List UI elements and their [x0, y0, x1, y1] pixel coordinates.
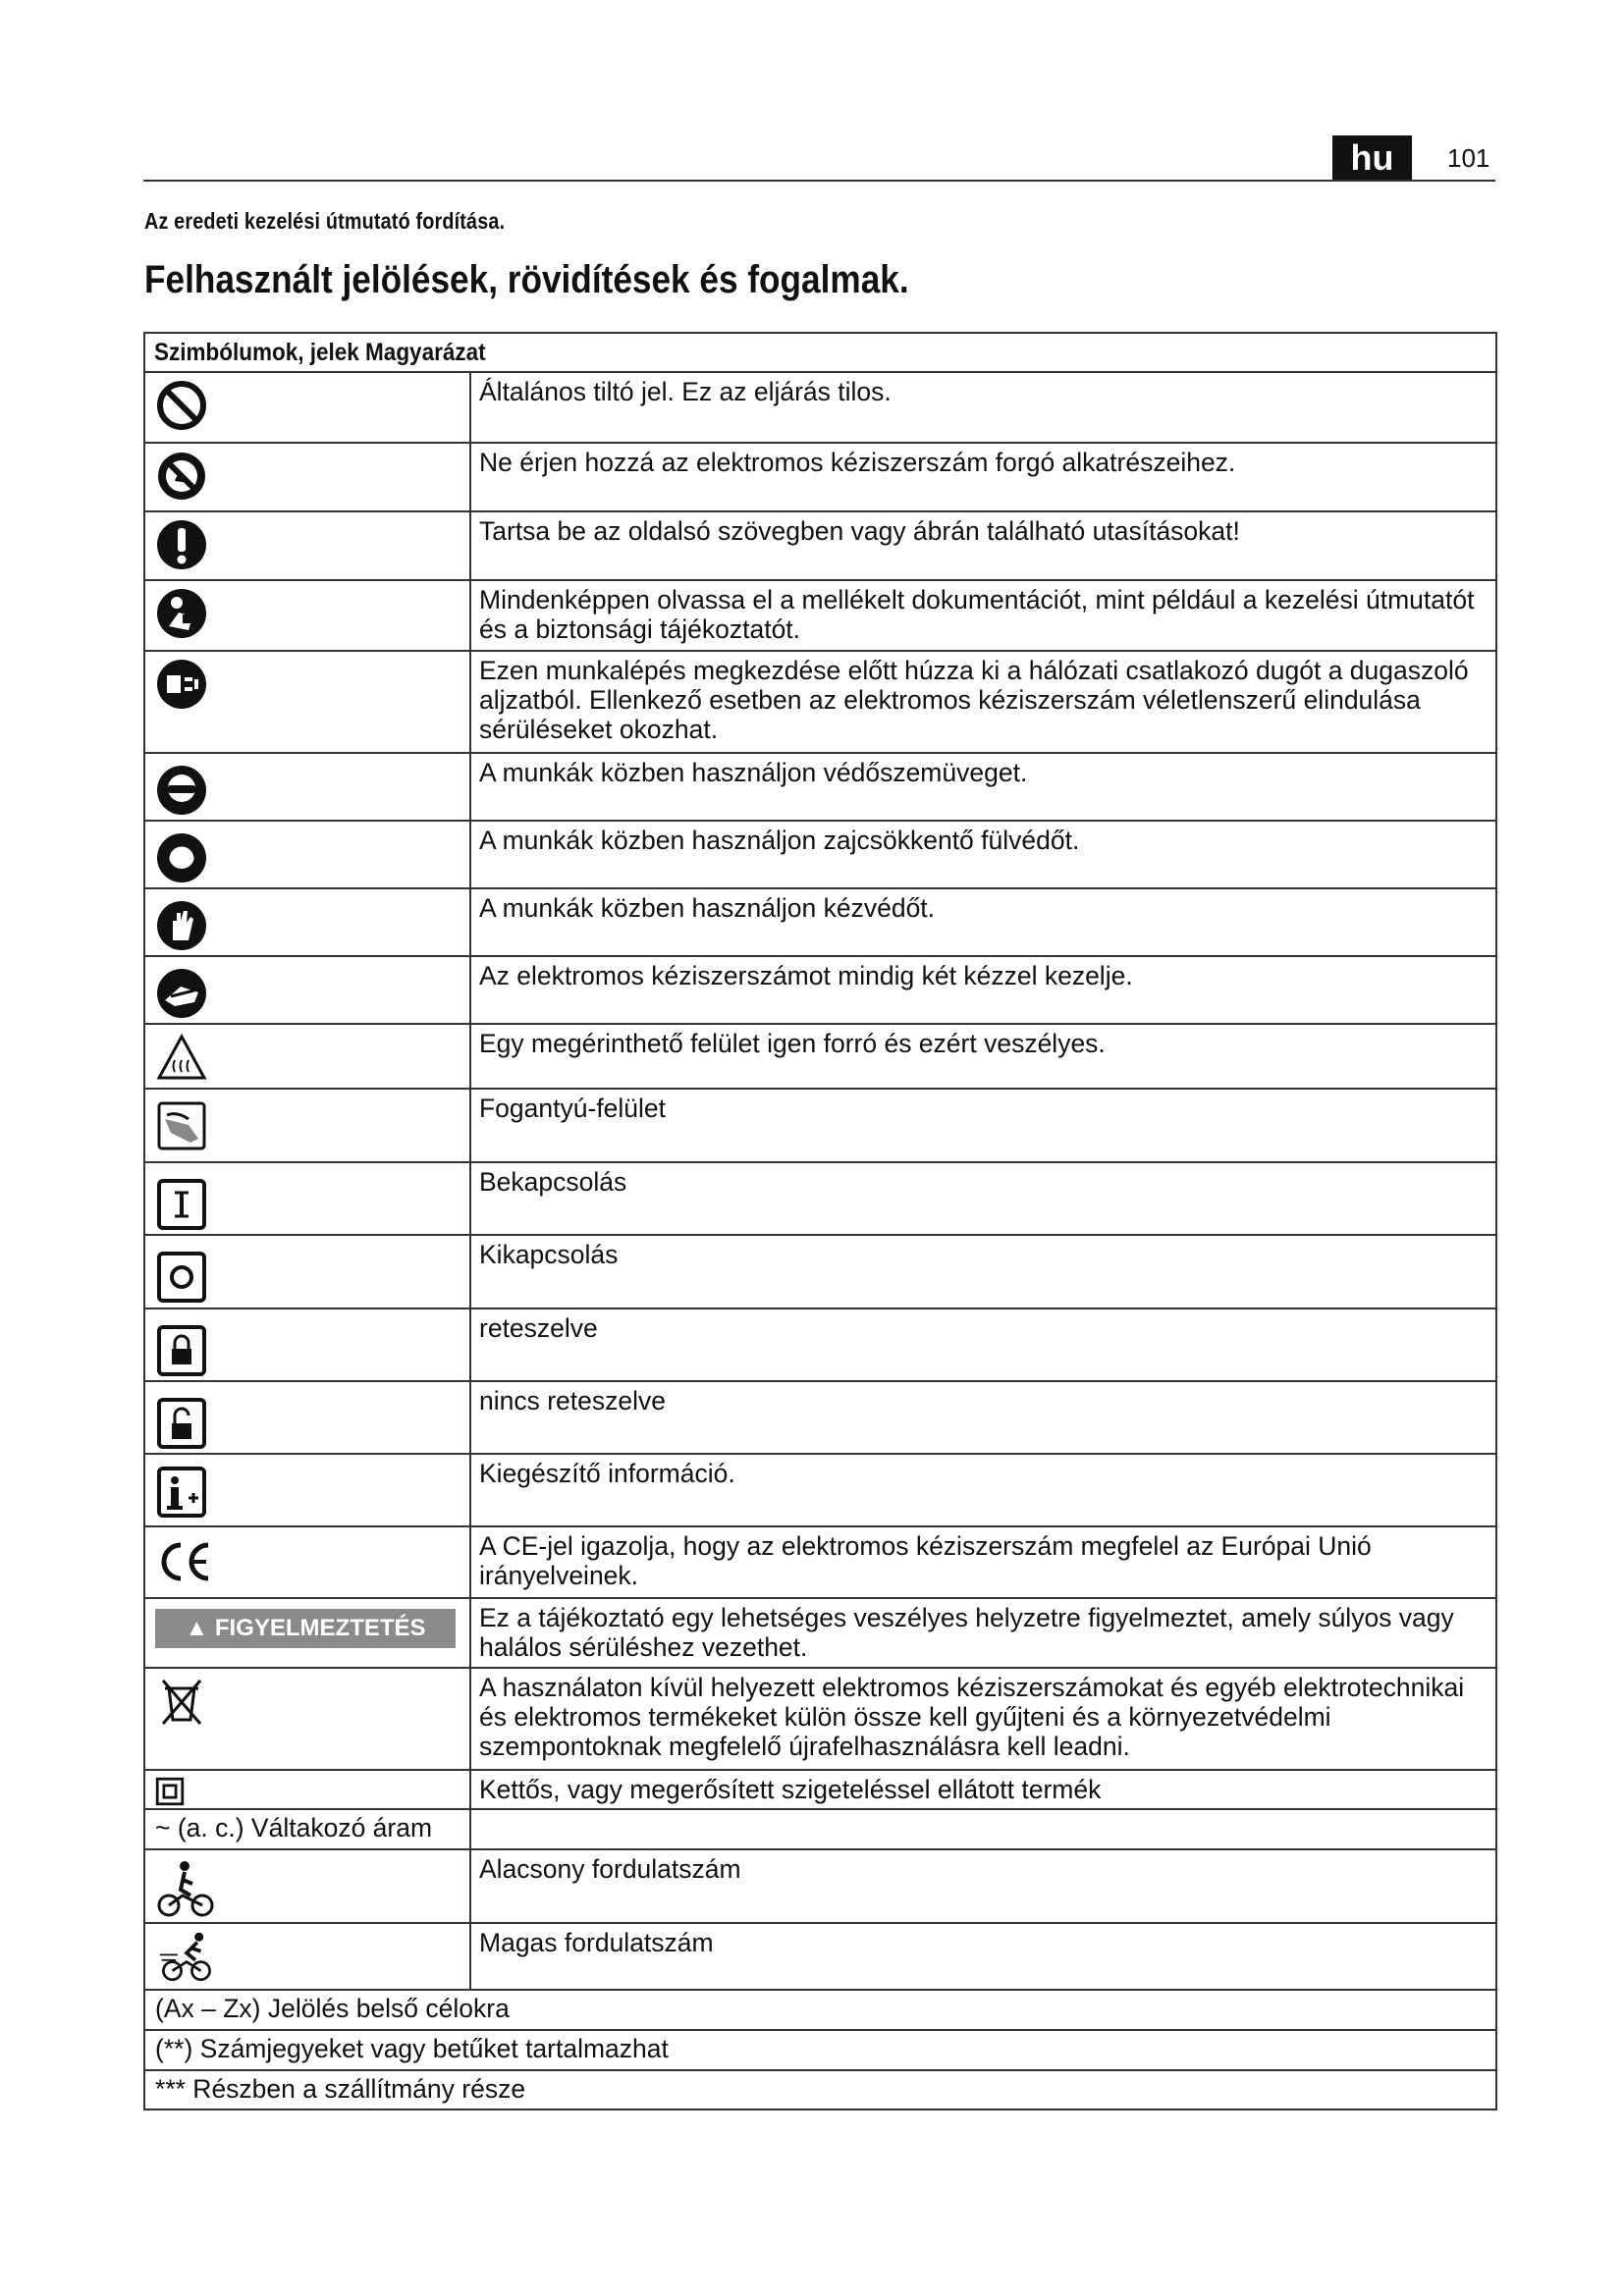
table-row — [145, 1163, 1497, 1236]
row-text: Ez a tájékoztató egy lehetséges veszélyes helyzetre figyelmeztet, amely súlyos vagy halálos sérüléshez vezethet. — [479, 1603, 1454, 1662]
row-text: Mindenképpen olvassa el a mellékelt dokumentációt, mint például a kezelési útmutatót és a biztonsági tájékoztatót. — [479, 585, 1475, 644]
table-row — [145, 754, 1497, 822]
weee-bin-icon — [155, 1675, 208, 1728]
table-footer-row — [145, 2031, 1497, 2071]
row-text: A használaton kívül helyezett elektromos kéziszerszámokat és egyéb elektrotechnikai és elektromos termékeket külön össze kell gyűjteni és a környezetvédelmi szempontoknak megfelelő újrafelhasználásra kell leadni. — [479, 1673, 1465, 1761]
power-on-icon — [155, 1179, 208, 1232]
row-text: Bekapcsolás — [479, 1167, 627, 1197]
low-speed-icon — [155, 1858, 218, 1921]
row-text: A CE-jel igazolja, hogy az elektromos kéziszerszám megfelel az Európai Unió irányelveinek. — [479, 1531, 1372, 1590]
table-row — [145, 1771, 1497, 1810]
hot-surface-icon — [155, 1031, 208, 1084]
prohibition-icon — [155, 379, 208, 432]
row-text: reteszelve — [479, 1313, 598, 1343]
table-header-row — [145, 334, 1497, 373]
table-header-label: Szimbólumok, jelek Magyarázat — [154, 339, 486, 366]
unlocked-icon — [155, 1398, 208, 1451]
footer-text: (**) Számjegyeket vagy betűket tartalmazhat — [155, 2034, 669, 2063]
table-row — [145, 581, 1497, 652]
row-text: Kiegészítő információ. — [479, 1459, 735, 1488]
row-text: A munkák közben használjon zajcsökkentő fülvédőt. — [479, 826, 1080, 855]
row-text: Fogantyú-felület — [479, 1094, 667, 1123]
row-text: A munkák közben használjon védőszemüveget. — [479, 758, 1028, 787]
row-text: Alacsony fordulatszám — [479, 1854, 741, 1884]
ear-protection-icon — [155, 831, 208, 884]
page-title: Felhasznált jelölések, rövidítések és fogalmak. — [144, 258, 909, 301]
two-hands-icon — [155, 967, 208, 1020]
page-number: 101 — [1447, 143, 1490, 173]
table-row — [145, 373, 1497, 444]
table-row — [145, 1669, 1497, 1771]
info-icon — [155, 1467, 208, 1520]
row-text: Ezen munkalépés megkezdése előtt húzza ki a hálózati csatlakozó dugót a dugaszoló aljzatból. Ellenkező esetben az elektromos kéziszerszám véletlenszerű elindulása sérüléseket okozhat. — [479, 656, 1469, 744]
header-rule — [143, 180, 1495, 182]
footer-text: (Ax – Zx) Jelölés belső célokra — [155, 1994, 510, 2023]
table-footer-row — [145, 2071, 1497, 2110]
table-row — [145, 1527, 1497, 1599]
locked-icon — [155, 1325, 208, 1378]
table-row — [145, 1382, 1497, 1455]
row-text: Egy megérinthető felület igen forró és ezért veszélyes. — [479, 1029, 1106, 1058]
row-text: Magas fordulatszám — [479, 1928, 714, 1957]
high-speed-icon — [155, 1930, 218, 1987]
double-insulation-icon — [155, 1777, 185, 1806]
table-row — [145, 822, 1497, 889]
table-row — [145, 1309, 1497, 1382]
warning-label-text: FIGYELMEZTETÉS — [214, 1615, 426, 1641]
row-text: Tartsa be az oldalsó szövegben vagy ábrán található utasításokat! — [479, 516, 1240, 546]
table-row — [145, 1090, 1497, 1163]
table-row — [145, 1455, 1497, 1527]
ce-mark-icon — [155, 1535, 214, 1588]
row-text: Általános tiltó jel. Ez az eljárás tilos. — [479, 377, 892, 406]
row-text: nincs reteszelve — [479, 1386, 667, 1415]
table-row — [145, 1924, 1497, 1991]
table-row — [145, 1599, 1497, 1669]
warning-triangle-icon: ▲ — [185, 1615, 215, 1641]
grip-surface-icon — [155, 1099, 208, 1152]
table-row — [145, 1810, 1497, 1850]
table-footer-row — [145, 1991, 1497, 2031]
table-row — [145, 512, 1497, 581]
exclamation-icon — [155, 518, 208, 571]
table-row — [145, 1236, 1497, 1309]
power-off-icon — [155, 1252, 208, 1305]
table-row — [145, 957, 1497, 1025]
language-badge: hu — [1332, 135, 1412, 180]
row-text: A munkák közben használjon kézvédőt. — [479, 893, 936, 923]
row-text: Kikapcsolás — [479, 1240, 619, 1269]
read-manual-icon — [155, 587, 208, 640]
table-row — [145, 1850, 1497, 1924]
unplug-icon — [155, 658, 208, 711]
symbols-table — [143, 332, 1497, 2110]
table-row — [145, 444, 1497, 512]
safety-goggles-icon — [155, 764, 208, 817]
footer-text: *** Részben a szállítmány része — [155, 2074, 526, 2104]
row-left-text: ~ (a. c.) Váltakozó áram — [155, 1813, 433, 1842]
row-text: Ne érjen hozzá az elektromos kéziszerszám forgó alkatrészeihez. — [479, 448, 1236, 477]
no-touch-rotating-parts-icon — [155, 450, 208, 503]
table-row — [145, 652, 1497, 754]
row-text: Kettős, vagy megerősített szigeteléssel ellátott termék — [479, 1775, 1102, 1804]
table-row — [145, 889, 1497, 957]
page-subtitle: Az eredeti kezelési útmutató fordítása. — [144, 208, 506, 234]
gloves-icon — [155, 899, 208, 952]
table-row — [145, 1025, 1497, 1090]
warning-label — [155, 1609, 456, 1648]
row-text: Az elektromos kéziszerszámot mindig két kézzel kezelje. — [479, 961, 1133, 990]
